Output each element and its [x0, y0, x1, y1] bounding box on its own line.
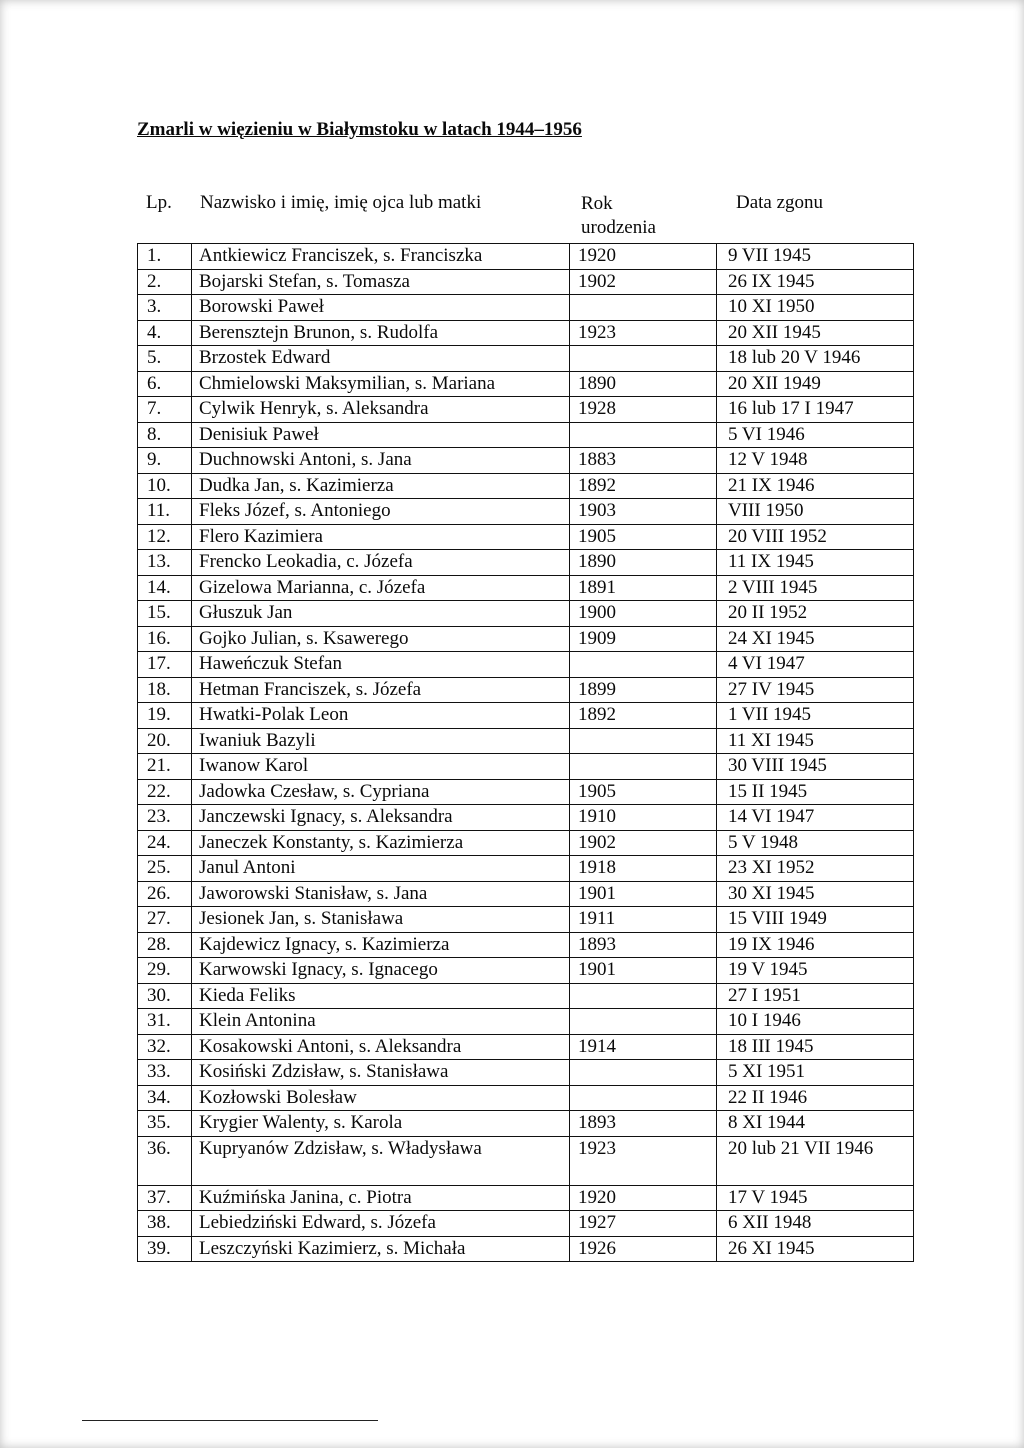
row-name: Jaworowski Stanisław, s. Jana: [192, 881, 570, 907]
row-death-date: 8 XI 1944: [717, 1111, 914, 1137]
row-name: Lebiedziński Edward, s. Józefa: [192, 1211, 570, 1237]
table-row: [138, 524, 914, 550]
row-name: Kosakowski Antoni, s. Aleksandra: [192, 1034, 570, 1060]
row-name: Głuszuk Jan: [192, 601, 570, 627]
row-birth-year: 1899: [570, 677, 717, 703]
row-birth-year: 1927: [570, 1211, 717, 1237]
row-number: 17.: [138, 652, 192, 678]
row-death-date: 24 XI 1945: [717, 626, 914, 652]
row-birth-year: 1890: [570, 371, 717, 397]
table-row: [138, 1136, 914, 1185]
table-row: [138, 269, 914, 295]
row-number: 10.: [138, 473, 192, 499]
row-birth-year: [570, 422, 717, 448]
row-name: Kupryanów Zdzisław, s. Władysława: [192, 1136, 570, 1185]
row-death-date: 20 XII 1949: [717, 371, 914, 397]
row-birth-year: 1891: [570, 575, 717, 601]
row-birth-year: 1923: [570, 1136, 717, 1185]
row-number: 11.: [138, 499, 192, 525]
row-name: Antkiewicz Franciszek, s. Franciszka: [192, 244, 570, 270]
row-birth-year: 1901: [570, 881, 717, 907]
row-birth-year: [570, 346, 717, 372]
row-death-date: 6 XII 1948: [717, 1211, 914, 1237]
row-name: Fleks Józef, s. Antoniego: [192, 499, 570, 525]
row-number: 19.: [138, 703, 192, 729]
header-year: Rok urodzenia: [581, 193, 656, 238]
table-row: [138, 626, 914, 652]
row-death-date: 20 VIII 1952: [717, 524, 914, 550]
row-name: Kuźmińska Janina, c. Piotra: [192, 1185, 570, 1211]
row-name: Brzostek Edward: [192, 346, 570, 372]
row-number: 4.: [138, 320, 192, 346]
row-number: 28.: [138, 932, 192, 958]
table-row: [138, 728, 914, 754]
row-name: Cylwik Henryk, s. Aleksandra: [192, 397, 570, 423]
row-number: 20.: [138, 728, 192, 754]
row-birth-year: 1890: [570, 550, 717, 576]
row-death-date: 5 XI 1951: [717, 1060, 914, 1086]
row-birth-year: 1893: [570, 1111, 717, 1137]
row-birth-year: 1902: [570, 830, 717, 856]
table-row: [138, 320, 914, 346]
row-name: Frencko Leokadia, c. Józefa: [192, 550, 570, 576]
row-birth-year: 1911: [570, 907, 717, 933]
table-row: [138, 881, 914, 907]
row-death-date: 27 I 1951: [717, 983, 914, 1009]
row-name: Krygier Walenty, s. Karola: [192, 1111, 570, 1137]
row-name: Jesionek Jan, s. Stanisława: [192, 907, 570, 933]
row-death-date: 22 II 1946: [717, 1085, 914, 1111]
row-birth-year: 1920: [570, 1185, 717, 1211]
row-number: 27.: [138, 907, 192, 933]
row-death-date: 15 VIII 1949: [717, 907, 914, 933]
table-row: [138, 371, 914, 397]
table-row: [138, 422, 914, 448]
row-number: 15.: [138, 601, 192, 627]
row-death-date: 19 IX 1946: [717, 932, 914, 958]
table-row: [138, 958, 914, 984]
row-death-date: 26 IX 1945: [717, 269, 914, 295]
row-number: 33.: [138, 1060, 192, 1086]
row-number: 18.: [138, 677, 192, 703]
row-death-date: 17 V 1945: [717, 1185, 914, 1211]
table-row: [138, 499, 914, 525]
row-death-date: 10 I 1946: [717, 1009, 914, 1035]
row-number: 35.: [138, 1111, 192, 1137]
table-row: [138, 652, 914, 678]
row-death-date: 9 VII 1945: [717, 244, 914, 270]
header-name: Nazwisko i imię, imię ojca lub matki: [200, 192, 482, 213]
table-row: [138, 830, 914, 856]
row-number: 23.: [138, 805, 192, 831]
row-death-date: 23 XI 1952: [717, 856, 914, 882]
row-name: Leszczyński Kazimierz, s. Michała: [192, 1236, 570, 1262]
row-number: 16.: [138, 626, 192, 652]
row-birth-year: 1918: [570, 856, 717, 882]
row-name: Janul Antoni: [192, 856, 570, 882]
table-row: [138, 805, 914, 831]
table-row: [138, 244, 914, 270]
row-name: Iwanow Karol: [192, 754, 570, 780]
table-row: [138, 397, 914, 423]
table-row: [138, 575, 914, 601]
row-death-date: 18 III 1945: [717, 1034, 914, 1060]
row-name: Berensztejn Brunon, s. Rudolfa: [192, 320, 570, 346]
row-number: 12.: [138, 524, 192, 550]
row-death-date: 18 lub 20 V 1946: [717, 346, 914, 372]
row-name: Hetman Franciszek, s. Józefa: [192, 677, 570, 703]
row-name: Klein Antonina: [192, 1009, 570, 1035]
table-row: [138, 550, 914, 576]
table-row: [138, 1236, 914, 1262]
table-row: [138, 1009, 914, 1035]
table-row: [138, 1060, 914, 1086]
footnote-rule: [82, 1420, 378, 1421]
row-birth-year: 1892: [570, 473, 717, 499]
table-row: [138, 295, 914, 321]
row-number: 1.: [138, 244, 192, 270]
row-name: Denisiuk Paweł: [192, 422, 570, 448]
table-row: [138, 907, 914, 933]
row-death-date: 2 VIII 1945: [717, 575, 914, 601]
row-name: Kajdewicz Ignacy, s. Kazimierza: [192, 932, 570, 958]
row-number: 37.: [138, 1185, 192, 1211]
table-row: [138, 1211, 914, 1237]
row-birth-year: 1883: [570, 448, 717, 474]
row-birth-year: 1920: [570, 244, 717, 270]
row-number: 34.: [138, 1085, 192, 1111]
header-date: Data zgonu: [736, 192, 824, 213]
row-death-date: 14 VI 1947: [717, 805, 914, 831]
row-birth-year: 1903: [570, 499, 717, 525]
table-row: [138, 1111, 914, 1137]
row-name: Duchnowski Antoni, s. Jana: [192, 448, 570, 474]
row-number: 39.: [138, 1236, 192, 1262]
row-death-date: 19 V 1945: [717, 958, 914, 984]
table-row: [138, 754, 914, 780]
row-birth-year: [570, 295, 717, 321]
row-name: Gizelowa Marianna, c. Józefa: [192, 575, 570, 601]
row-death-date: 1 VII 1945: [717, 703, 914, 729]
row-number: 8.: [138, 422, 192, 448]
row-birth-year: 1900: [570, 601, 717, 627]
row-birth-year: 1905: [570, 779, 717, 805]
row-birth-year: 1909: [570, 626, 717, 652]
row-number: 9.: [138, 448, 192, 474]
row-name: Borowski Paweł: [192, 295, 570, 321]
row-death-date: 21 IX 1946: [717, 473, 914, 499]
row-number: 6.: [138, 371, 192, 397]
row-death-date: 20 II 1952: [717, 601, 914, 627]
table-row: [138, 932, 914, 958]
row-name: Kozłowski Bolesław: [192, 1085, 570, 1111]
row-number: 2.: [138, 269, 192, 295]
row-number: 36.: [138, 1136, 192, 1185]
row-number: 38.: [138, 1211, 192, 1237]
table-row: [138, 983, 914, 1009]
row-number: 7.: [138, 397, 192, 423]
row-death-date: 11 XI 1945: [717, 728, 914, 754]
row-name: Haweńczuk Stefan: [192, 652, 570, 678]
row-birth-year: 1905: [570, 524, 717, 550]
row-name: Hwatki-Polak Leon: [192, 703, 570, 729]
row-name: Janeczek Konstanty, s. Kazimierza: [192, 830, 570, 856]
row-name: Kieda Feliks: [192, 983, 570, 1009]
row-birth-year: 1901: [570, 958, 717, 984]
row-birth-year: [570, 1009, 717, 1035]
row-death-date: 16 lub 17 I 1947: [717, 397, 914, 423]
row-birth-year: [570, 754, 717, 780]
table-row: [138, 601, 914, 627]
page-title: Zmarli w więzieniu w Białymstoku w latach 1944–1956: [137, 119, 582, 140]
deaths-table-body: [138, 244, 914, 1262]
row-death-date: 5 V 1948: [717, 830, 914, 856]
row-name: Jadowka Czesław, s. Cypriana: [192, 779, 570, 805]
row-birth-year: [570, 1085, 717, 1111]
row-death-date: 4 VI 1947: [717, 652, 914, 678]
row-name: Chmielowski Maksymilian, s. Mariana: [192, 371, 570, 397]
row-name: Iwaniuk Bazyli: [192, 728, 570, 754]
row-name: Dudka Jan, s. Kazimierza: [192, 473, 570, 499]
table-row: [138, 473, 914, 499]
row-birth-year: [570, 983, 717, 1009]
row-number: 21.: [138, 754, 192, 780]
row-death-date: VIII 1950: [717, 499, 914, 525]
row-death-date: 11 IX 1945: [717, 550, 914, 576]
row-death-date: 30 VIII 1945: [717, 754, 914, 780]
row-birth-year: 1892: [570, 703, 717, 729]
row-death-date: 26 XI 1945: [717, 1236, 914, 1262]
row-death-date: 10 XI 1950: [717, 295, 914, 321]
table-row: [138, 1034, 914, 1060]
row-number: 25.: [138, 856, 192, 882]
table-row: [138, 1185, 914, 1211]
row-name: Janczewski Ignacy, s. Aleksandra: [192, 805, 570, 831]
row-number: 22.: [138, 779, 192, 805]
header-lp: Lp.: [146, 192, 172, 213]
row-birth-year: 1923: [570, 320, 717, 346]
table-row: [138, 448, 914, 474]
table-row: [138, 779, 914, 805]
row-number: 32.: [138, 1034, 192, 1060]
row-number: 29.: [138, 958, 192, 984]
row-number: 3.: [138, 295, 192, 321]
row-birth-year: [570, 728, 717, 754]
table-row: [138, 1085, 914, 1111]
row-birth-year: 1910: [570, 805, 717, 831]
row-death-date: 15 II 1945: [717, 779, 914, 805]
row-number: 14.: [138, 575, 192, 601]
row-birth-year: [570, 1060, 717, 1086]
row-name: Karwowski Ignacy, s. Ignacego: [192, 958, 570, 984]
row-birth-year: 1914: [570, 1034, 717, 1060]
row-name: Bojarski Stefan, s. Tomasza: [192, 269, 570, 295]
row-death-date: 30 XI 1945: [717, 881, 914, 907]
table-row: [138, 703, 914, 729]
row-name: Gojko Julian, s. Ksawerego: [192, 626, 570, 652]
row-death-date: 27 IV 1945: [717, 677, 914, 703]
table-row: [138, 856, 914, 882]
row-number: 31.: [138, 1009, 192, 1035]
row-birth-year: 1902: [570, 269, 717, 295]
table-row: [138, 346, 914, 372]
row-death-date: 20 XII 1945: [717, 320, 914, 346]
row-number: 30.: [138, 983, 192, 1009]
row-death-date: 12 V 1948: [717, 448, 914, 474]
row-number: 13.: [138, 550, 192, 576]
row-birth-year: [570, 652, 717, 678]
row-birth-year: 1928: [570, 397, 717, 423]
row-number: 24.: [138, 830, 192, 856]
deaths-table: [137, 243, 914, 1262]
row-birth-year: 1926: [570, 1236, 717, 1262]
row-death-date: 5 VI 1946: [717, 422, 914, 448]
row-birth-year: 1893: [570, 932, 717, 958]
row-death-date: 20 lub 21 VII 1946: [717, 1136, 914, 1185]
row-number: 5.: [138, 346, 192, 372]
row-number: 26.: [138, 881, 192, 907]
table-row: [138, 677, 914, 703]
row-name: Kosiński Zdzisław, s. Stanisława: [192, 1060, 570, 1086]
row-name: Flero Kazimiera: [192, 524, 570, 550]
